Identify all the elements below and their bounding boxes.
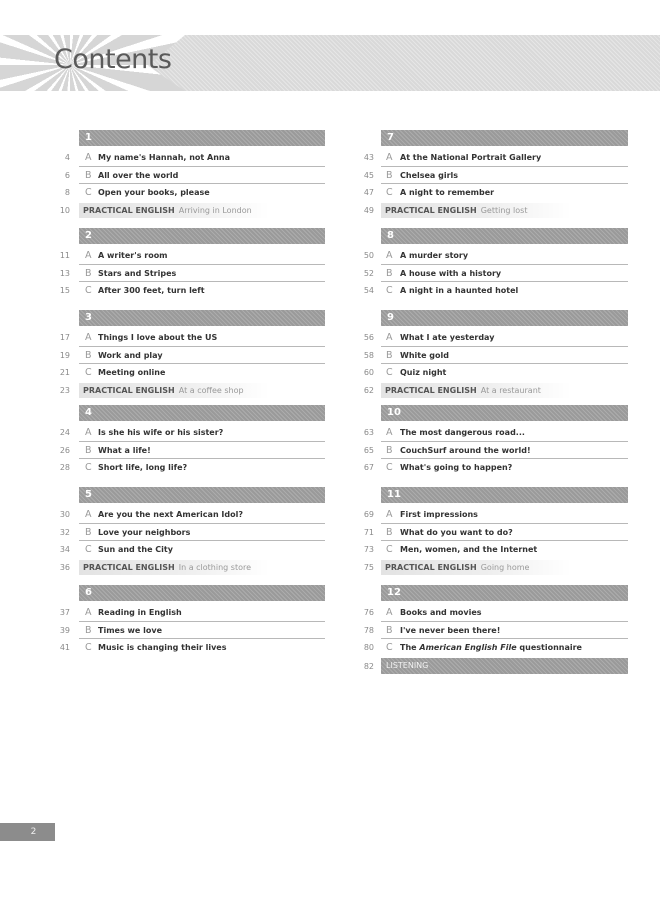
lesson-page-number: 34 (59, 545, 70, 555)
unit-header-1: 1 (79, 130, 325, 146)
lesson-title: Things I love about the US (98, 333, 218, 342)
lesson-letter: A (85, 427, 92, 438)
practical-english-label: PRACTICAL ENGLISH (385, 206, 477, 216)
lesson-page-number: 45 (363, 170, 374, 180)
lesson-letter: A (85, 509, 92, 520)
lesson-row[interactable] (0, 184, 660, 201)
lesson-letter: B (85, 526, 92, 538)
lesson-page-number: 11 (59, 251, 70, 260)
lesson-letter: B (85, 624, 92, 636)
lesson-title: Reading in English (98, 608, 182, 617)
practical-english-title: Getting lost (480, 206, 528, 216)
lesson-title: Sun and the City (98, 545, 173, 555)
lesson-title (400, 639, 582, 656)
lesson-page-number: 23 (59, 386, 70, 396)
lesson-title: Books and movies (400, 608, 482, 617)
lesson-title: Men, women, and the Internet (400, 545, 538, 555)
lesson-letter: C (85, 544, 92, 556)
lesson-row[interactable] (0, 639, 660, 656)
lesson-letter: C (85, 642, 92, 654)
lesson-page-number: 26 (59, 445, 70, 455)
lesson-page-number: 37 (59, 608, 70, 617)
lesson-page-number: 19 (59, 350, 70, 360)
lesson-title: What's going to happen? (400, 463, 513, 473)
lesson-letter: A (85, 250, 92, 261)
unit-header-10: 10 (381, 405, 628, 421)
lesson-letter: C (386, 544, 393, 556)
lesson-letter: A (85, 152, 92, 163)
lesson-page-number: 15 (59, 286, 70, 296)
lesson-page-number: 52 (363, 268, 374, 278)
unit-header-6: 6 (79, 585, 325, 601)
lesson-title: The most dangerous road... (400, 428, 525, 437)
lesson-title: Times we love (98, 625, 162, 635)
lesson-title: At the National Portrait Gallery (400, 153, 542, 162)
lesson-page-number: 56 (363, 333, 374, 342)
lesson-title: A night to remember (400, 188, 495, 198)
lesson-title-suffix: questionnaire (516, 643, 582, 653)
lesson-letter: B (85, 169, 92, 181)
lesson-page-number: 65 (363, 445, 374, 455)
practical-english-title: At a coffee shop (178, 386, 244, 396)
lesson-title: First impressions (400, 510, 478, 519)
lesson-title: My name's Hannah, not Anna (98, 153, 230, 162)
lesson-page-number: 71 (363, 527, 374, 537)
practical-english-row[interactable] (0, 202, 660, 219)
lesson-letter: A (85, 607, 92, 618)
lesson-title: After 300 feet, turn left (98, 286, 205, 296)
lesson-page-number: 28 (59, 463, 70, 473)
lesson-title: White gold (400, 350, 449, 360)
lesson-letter: B (386, 267, 393, 279)
practical-english-row[interactable] (0, 382, 660, 399)
lesson-letter: A (386, 250, 393, 261)
lesson-page-number: 17 (59, 333, 70, 342)
unit-header-5: 5 (79, 487, 325, 503)
practical-english-label: PRACTICAL ENGLISH (83, 386, 175, 396)
page-number: 2 (30, 827, 37, 837)
lesson-page-number: 10 (59, 206, 70, 216)
lesson-page-number: 41 (59, 643, 70, 653)
lesson-page-number: 78 (363, 625, 374, 635)
lesson-row[interactable] (0, 604, 660, 621)
listening-row[interactable] (0, 658, 660, 675)
lesson-letter: A (386, 607, 393, 618)
lesson-letter: B (85, 267, 92, 279)
lesson-page-number: 43 (363, 153, 374, 162)
practical-english-label: PRACTICAL ENGLISH (385, 386, 477, 396)
practical-english-label: PRACTICAL ENGLISH (83, 206, 175, 216)
lesson-row[interactable] (0, 524, 660, 541)
lesson-page-number: 54 (363, 286, 374, 296)
lesson-row[interactable] (0, 506, 660, 523)
lesson-row[interactable] (0, 541, 660, 558)
lesson-page-number: 36 (59, 563, 70, 573)
lesson-page-number: 39 (59, 625, 70, 635)
lesson-title: Short life, long life? (98, 463, 188, 473)
lesson-letter: B (85, 444, 92, 456)
practical-english-label: PRACTICAL ENGLISH (83, 563, 175, 573)
lesson-page-number: 49 (363, 206, 374, 216)
lesson-row[interactable] (0, 247, 660, 264)
lesson-row[interactable] (0, 149, 660, 166)
lesson-title: Love your neighbors (98, 527, 191, 537)
lesson-letter: B (85, 349, 92, 361)
lesson-title: Open your books, please (98, 188, 210, 198)
lesson-letter: B (386, 444, 393, 456)
lesson-row[interactable] (0, 265, 660, 282)
lesson-letter: C (85, 462, 92, 474)
lesson-page-number: 32 (59, 527, 70, 537)
practical-english-row[interactable] (0, 559, 660, 576)
practical-english-label: PRACTICAL ENGLISH (385, 563, 477, 573)
lesson-letter: B (386, 169, 393, 181)
lesson-title: A murder story (400, 251, 469, 260)
practical-english-title: At a restaurant (480, 386, 541, 396)
lesson-page-number: 69 (363, 510, 374, 519)
unit-header-2: 2 (79, 228, 325, 244)
lesson-page-number: 62 (363, 386, 374, 396)
lesson-page-number: 76 (363, 608, 374, 617)
lesson-page-number: 8 (64, 188, 70, 198)
lesson-page-number: 6 (64, 170, 70, 180)
lesson-row[interactable] (0, 424, 660, 441)
page-number-box (0, 823, 55, 841)
unit-header-12: 12 (381, 585, 628, 601)
lesson-page-number: 47 (363, 188, 374, 198)
lesson-row[interactable] (0, 329, 660, 346)
lesson-page-number: 30 (59, 510, 70, 519)
lesson-page-number: 73 (363, 545, 374, 555)
practical-english-title: In a clothing store (178, 563, 252, 573)
lesson-title: Quiz night (400, 368, 447, 378)
lesson-row[interactable] (0, 282, 660, 299)
lesson-page-number: 4 (64, 153, 70, 162)
lesson-letter: B (386, 526, 393, 538)
unit-header-8: 8 (381, 228, 628, 244)
lesson-title: Chelsea girls (400, 170, 459, 180)
lesson-page-number: 60 (363, 368, 374, 378)
lesson-row[interactable] (0, 442, 660, 459)
lesson-title: Music is changing their lives (98, 643, 227, 653)
practical-english-title: Arriving in London (178, 206, 252, 216)
lesson-letter: C (85, 285, 92, 297)
lesson-title-italic: American English File (419, 643, 517, 653)
lesson-page-number: 24 (59, 428, 70, 437)
listening-bar: LISTENING (381, 658, 628, 674)
lesson-row[interactable] (0, 459, 660, 476)
lesson-letter: B (386, 624, 393, 636)
lesson-page-number: 82 (363, 662, 374, 671)
lesson-title: What do you want to do? (400, 527, 513, 537)
unit-header-9: 9 (381, 310, 628, 326)
practical-english-box (381, 383, 571, 398)
lesson-title: Stars and Stripes (98, 268, 177, 278)
lesson-letter: A (85, 332, 92, 343)
lesson-letter: B (386, 349, 393, 361)
lesson-letter: A (386, 332, 393, 343)
lesson-row[interactable] (0, 622, 660, 639)
page-title: Contents (54, 44, 172, 75)
lesson-letter: C (386, 187, 393, 199)
lesson-letter: C (85, 187, 92, 199)
lesson-row[interactable] (0, 167, 660, 184)
practical-english-box (381, 203, 571, 218)
lesson-title: What a life! (98, 445, 151, 455)
lesson-title: What I ate yesterday (400, 333, 495, 342)
lesson-letter: A (386, 152, 393, 163)
lesson-title: All over the world (98, 170, 179, 180)
lesson-page-number: 13 (59, 268, 70, 278)
lesson-title: Is she his wife or his sister? (98, 428, 224, 437)
lesson-title: A house with a history (400, 268, 502, 278)
lesson-page-number: 58 (363, 350, 374, 360)
lesson-letter: A (386, 427, 393, 438)
lesson-title: A writer's room (98, 251, 168, 260)
lesson-page-number: 50 (363, 251, 374, 260)
lesson-title: I've never been there! (400, 625, 501, 635)
lesson-letter: C (386, 462, 393, 474)
unit-header-11: 11 (381, 487, 628, 503)
unit-header-3: 3 (79, 310, 325, 326)
lesson-page-number: 63 (363, 428, 374, 437)
practical-english-title: Going home (480, 563, 530, 573)
lesson-letter: A (386, 509, 393, 520)
lesson-letter: C (386, 642, 393, 654)
lesson-row[interactable] (0, 347, 660, 364)
practical-english-box (381, 560, 571, 575)
lesson-row[interactable] (0, 364, 660, 381)
lesson-title: Meeting online (98, 368, 166, 378)
lesson-page-number: 21 (59, 368, 70, 378)
unit-header-4: 4 (79, 405, 325, 421)
lesson-title: A night in a haunted hotel (400, 286, 519, 296)
lesson-letter: C (386, 285, 393, 297)
lesson-title: Are you the next American Idol? (98, 510, 244, 519)
lesson-title: Work and play (98, 350, 163, 360)
lesson-page-number: 75 (363, 563, 374, 573)
lesson-letter: C (386, 367, 393, 379)
lesson-title-prefix: The (400, 643, 420, 653)
lesson-letter: C (85, 367, 92, 379)
lesson-page-number: 80 (363, 643, 374, 653)
lesson-title: CouchSurf around the world! (400, 445, 531, 455)
unit-header-7: 7 (381, 130, 628, 146)
lesson-page-number: 67 (363, 463, 374, 473)
